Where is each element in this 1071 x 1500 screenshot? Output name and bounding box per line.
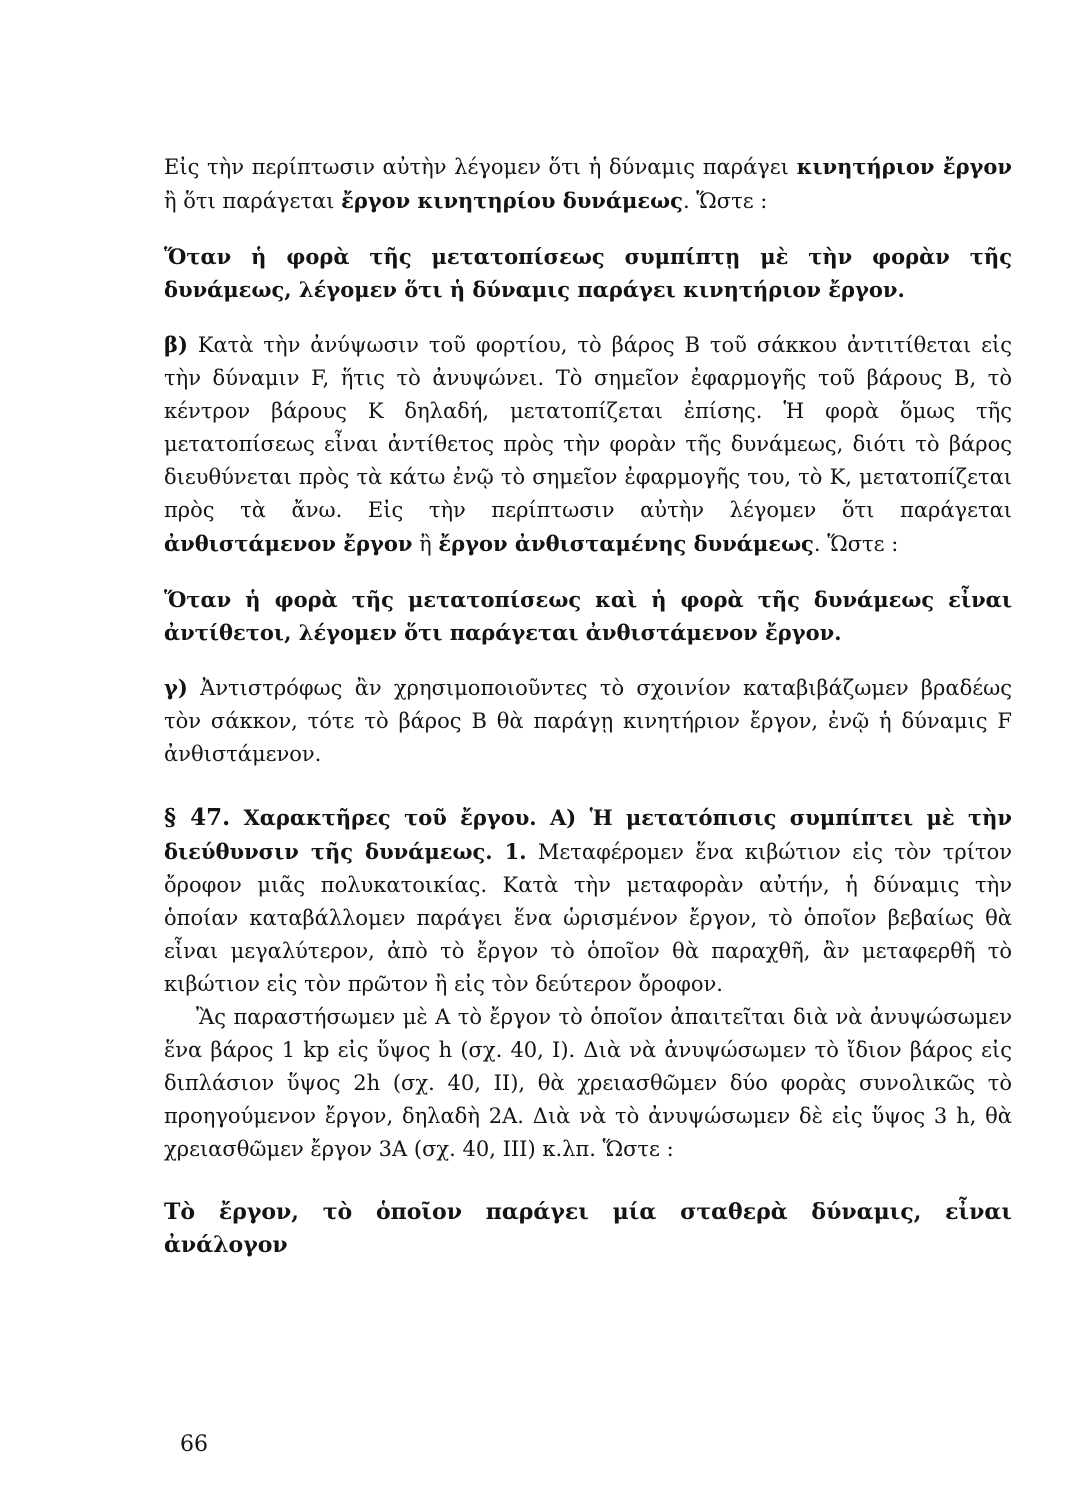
text: . Ὥστε : [682, 189, 768, 213]
item-label: β) [164, 332, 188, 357]
rule-resisting-work: Ὅταν ἡ φορὰ τῆς μετατοπίσεως καὶ ἡ φορὰ τῆς δυνάμεως εἶναι ἀντίθετοι, λέγομεν ὅτι παράγεται ἀνθιστάμενον ἔργον. [164, 587, 1012, 645]
page-body [164, 150, 1012, 1262]
text: Μεταφέρομεν ἕνα κιβώτιον εἰς τὸν τρίτον ὄροφον μιᾶς πολυκατοικίας. Κατὰ τὴν μεταφορὰν αὐτήν, ἡ δύναμις τὴν ὁποίαν καταβάλλομεν παράγει ἕνα ὡρισμένον ἔργον, τὸ ὁποῖον βεβαίως θὰ εἶναι μεγαλύτερον, ἀπὸ τὸ ἔργον τὸ ὁποῖον θὰ παραχθῆ, ἂν μεταφερθῆ τὸ κιβώτιον εἰς τὸν πρῶτον ἢ εἰς τὸν δεύτερον ὄροφον. [164, 840, 1013, 996]
text: . Ὥστε : [813, 532, 899, 556]
section-47 [164, 801, 1012, 1001]
term-resisting-work: ἀνθιστάμενον ἔργον [164, 531, 413, 556]
paragraph-work-height: Ἂς παραστήσωμεν μὲ Α τὸ ἔργον τὸ ὁποῖον ἀπαιτεῖται διὰ νὰ ἀνυψώσωμεν ἕνα βάρος 1 kp εἰς ὕψος h (σχ. 40, Ι). Διὰ νὰ ἀνυψώσωμεν τὸ ἴδιον βάρος εἰς διπλάσιον ὕψος 2h (σχ. 40, ΙΙ), θὰ χρειασθῶμεν δύο φορὰς συνολικῶς τὸ προηγούμενον ἔργον, δηλαδὴ 2Α. Διὰ νὰ τὸ ἀνυψώσωμεν δὲ εἰς ὕψος 3 h, θὰ χρειασθῶμεν ἔργον 3Α (σχ. 40, ΙΙΙ) κ.λπ. Ὥστε : [164, 1005, 1012, 1161]
section-title: Χαρακτῆρες τοῦ ἔργου. Α) Ἡ μετατόπισις συμπίπτει μὲ τὴν διεύθυνσιν τῆς δυνάμεως. 1. [164, 805, 1012, 864]
term-motive-work: κινητήριον ἔργον [796, 154, 1012, 179]
paragraph-beta [164, 328, 1012, 561]
item-label: γ) [164, 675, 188, 700]
rule-motive-work: Ὅταν ἡ φορὰ τῆς μετατοπίσεως συμπίπτῃ μὲ τὴν φορὰν τῆς δυνάμεως, λέγομεν ὅτι ἡ δύναμις παράγει κινητήριον ἔργον. [164, 244, 1012, 302]
text: Εἰς τὴν περίπτωσιν αὐτὴν λέγομεν ὅτι ἡ δύναμις παράγει [164, 155, 797, 179]
term-resisting-force-work: ἔργον ἀνθισταμένης δυνάμεως [438, 531, 814, 556]
term-motive-force-work: ἔργον κινητηρίου δυνάμεως [341, 188, 683, 213]
section-number: § 47. [164, 804, 231, 831]
text: ἢ ὅτι παράγεται [164, 189, 342, 213]
text: Ἀντιστρόφως ἂν χρησιμοποιοῦντες τὸ σχοινίον καταβιβάζωμεν βραδέως τὸν σάκκον, τότε τὸ βάρος Β θὰ παράγῃ κινητήριον ἔργον, ἐνῷ ἡ δύναμις F ἀνθιστάμενον. [164, 676, 1012, 766]
paragraph-gamma [164, 671, 1012, 771]
paragraph-intro [164, 150, 1012, 218]
rule-last-line: Τὸ ἔργον, τὸ ὁποῖον παράγει μία σταθερὰ δύναμις, εἶναι ἀνάλογον [164, 1199, 1012, 1258]
page-number: 66 [180, 1432, 208, 1457]
text: ἢ [412, 532, 439, 556]
text: Κατὰ τὴν ἀνύψωσιν τοῦ φορτίου, τὸ βάρος Β τοῦ σάκκου ἀντιτίθεται εἰς τὴν δύναμιν F, ἥτις τὸ ἀνυψώνει. Τὸ σημεῖον ἐφαρμογῆς τοῦ βάρους Β, τὸ κέντρον βάρους Κ δηλαδή, μετατοπίζεται ἐπίσης. Ἡ φορὰ ὅμως τῆς μετατοπίσεως εἶναι ἀντίθετος πρὸς τὴν φορὰν τῆς δυνάμεως, διότι τὸ βάρος διευθύνεται πρὸς τὰ κάτω ἐνῷ τὸ σημεῖον ἐφαρμογῆς του, τὸ Κ, μετατοπίζεται πρὸς τὰ ἄνω. Εἰς τὴν περίπτωσιν αὐτὴν λέγομεν ὅτι παράγεται [164, 333, 1012, 522]
